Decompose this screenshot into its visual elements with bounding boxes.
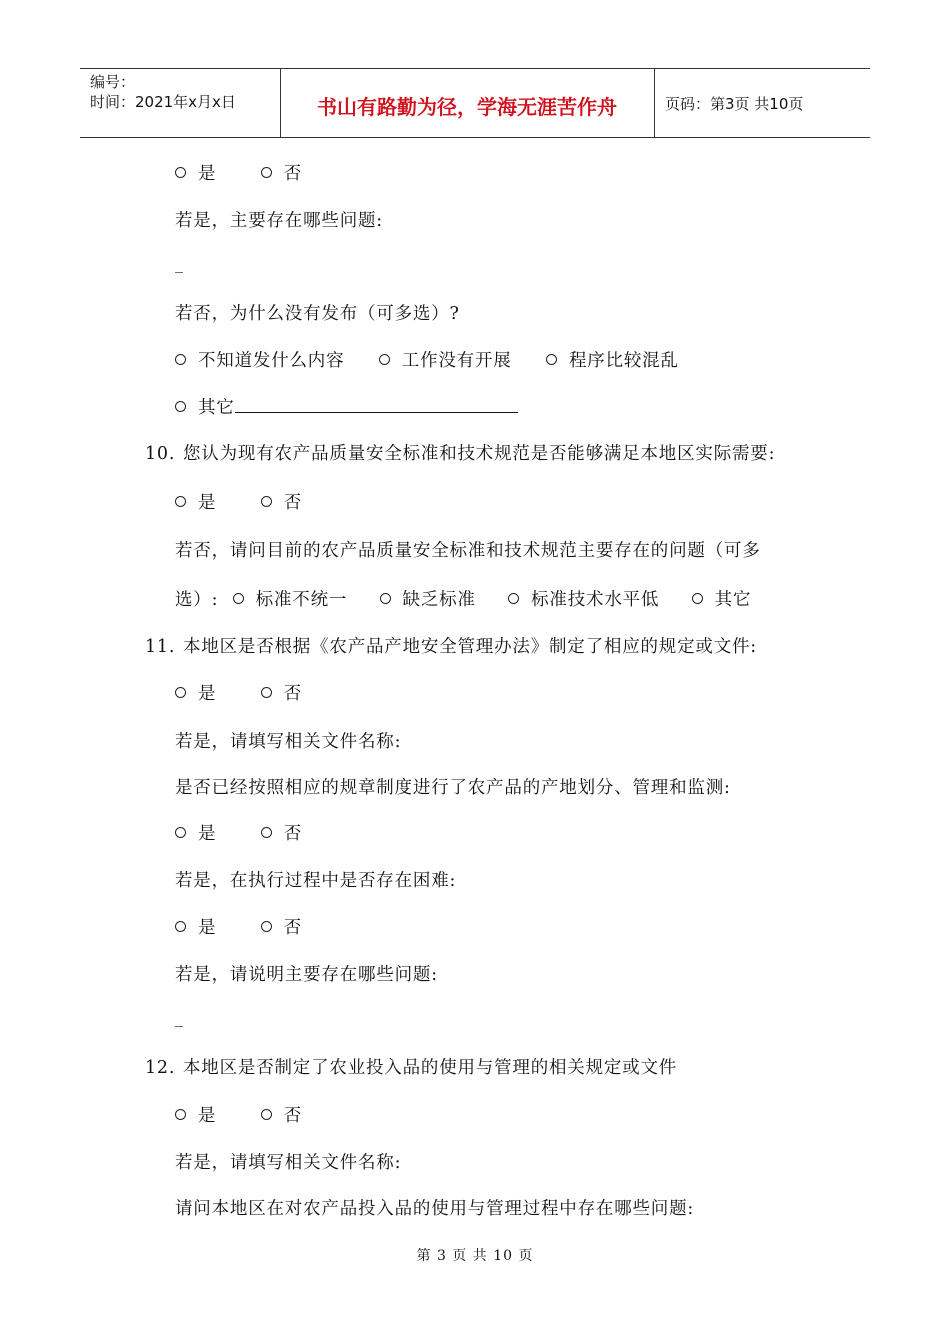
- checkbox-circle-icon[interactable]: [692, 593, 703, 604]
- q12-yes-option[interactable]: [175, 1102, 216, 1127]
- radio-circle-icon[interactable]: [175, 921, 186, 932]
- q10-no-option[interactable]: [261, 489, 302, 514]
- q9-yes-option[interactable]: [175, 160, 216, 185]
- question-text: 您认为现有农产品质量安全标准和技术规范是否能够满足本地区实际需要:: [183, 444, 776, 464]
- q10-if-no-text: 若否，请问目前的农产品质量安全标准和技术规范主要存在的问题（可多: [175, 541, 761, 561]
- q10-problem-4[interactable]: [692, 586, 752, 611]
- option-label: 其它: [198, 398, 235, 418]
- option-label: 是: [198, 493, 217, 513]
- question-number: 12.: [145, 1058, 176, 1078]
- radio-circle-icon[interactable]: [175, 1109, 186, 1120]
- radio-circle-icon[interactable]: [261, 687, 272, 698]
- other-fill-line[interactable]: [235, 394, 518, 413]
- option-label: 是: [198, 918, 217, 938]
- q11-sub-no-option[interactable]: [261, 820, 302, 845]
- page-header: [80, 68, 870, 138]
- question-12: [145, 1054, 677, 1079]
- q10-yes-option[interactable]: [175, 489, 216, 514]
- q12-options: [175, 1102, 302, 1127]
- q11-answer-blank[interactable]: _: [175, 1008, 183, 1027]
- q9-reason-3[interactable]: [546, 347, 679, 372]
- option-label: 是: [198, 684, 217, 704]
- question-10: [145, 440, 775, 465]
- q11-if-yes-text: 若是，请填写相关文件名称:: [175, 732, 402, 752]
- checkbox-circle-icon[interactable]: [380, 593, 391, 604]
- header-page-info: 页码：第3页 共10页: [665, 95, 804, 113]
- q9-answer-blank[interactable]: _: [175, 254, 183, 273]
- question-number: 11.: [145, 637, 176, 657]
- q10-problem-1[interactable]: [233, 586, 348, 611]
- option-label: 缺乏标准: [402, 590, 476, 610]
- option-label: 工作没有开展: [401, 351, 512, 371]
- q10-if-no-text-cont: 选）:: [175, 590, 219, 610]
- option-label: 否: [283, 824, 302, 844]
- q9-other-option[interactable]: [175, 394, 518, 419]
- q9-options: [175, 160, 302, 185]
- option-label: 程序比较混乱: [568, 351, 679, 371]
- q9-reason-1[interactable]: [175, 347, 344, 372]
- page-footer: 第 3 页 共 10 页: [416, 1248, 534, 1264]
- document-number-label: 编号：: [90, 73, 136, 91]
- radio-circle-icon[interactable]: [261, 921, 272, 932]
- q11-yes-option[interactable]: [175, 680, 216, 705]
- q11-difficulty-options: [175, 914, 302, 939]
- question-text: 本地区是否制定了农业投入品的使用与管理的相关规定或文件: [183, 1058, 678, 1078]
- option-label: 否: [283, 1106, 302, 1126]
- checkbox-circle-icon[interactable]: [175, 354, 186, 365]
- option-label: 是: [198, 164, 217, 184]
- option-label: 否: [283, 164, 302, 184]
- checkbox-circle-icon[interactable]: [508, 593, 519, 604]
- radio-circle-icon[interactable]: [261, 827, 272, 838]
- q11-options: [175, 680, 302, 705]
- radio-circle-icon[interactable]: [261, 496, 272, 507]
- checkbox-circle-icon[interactable]: [379, 354, 390, 365]
- radio-circle-icon[interactable]: [261, 1109, 272, 1120]
- checkbox-circle-icon[interactable]: [233, 593, 244, 604]
- q10-problem-3[interactable]: [508, 586, 659, 611]
- q10-problem-2[interactable]: [380, 586, 476, 611]
- option-label: 否: [283, 684, 302, 704]
- radio-circle-icon[interactable]: [175, 687, 186, 698]
- q11-sub-question: 是否已经按照相应的规章制度进行了农产品的产地划分、管理和监测:: [175, 778, 731, 798]
- checkbox-circle-icon[interactable]: [546, 354, 557, 365]
- q10-options: [175, 489, 302, 514]
- q9-reason-2[interactable]: [379, 347, 512, 372]
- q12-problems-text: 请问本地区在对农产品投入品的使用与管理过程中存在哪些问题:: [175, 1199, 695, 1219]
- radio-circle-icon[interactable]: [261, 167, 272, 178]
- document-date: 时间：2021年x月x日: [90, 93, 236, 111]
- option-label: 是: [198, 1106, 217, 1126]
- q11-explain-text: 若是，请说明主要存在哪些问题:: [175, 965, 438, 985]
- q11-diff-no-option[interactable]: [261, 914, 302, 939]
- option-label: 标准技术水平低: [531, 590, 660, 610]
- option-label: 是: [198, 824, 217, 844]
- radio-circle-icon[interactable]: [175, 496, 186, 507]
- q9-if-no-text: 若否，为什么没有发布（可多选）?: [175, 304, 460, 324]
- q9-reason-options: [175, 347, 679, 372]
- option-label: 否: [283, 918, 302, 938]
- question-text: 本地区是否根据《农产品产地安全管理办法》制定了相应的规定或文件:: [183, 637, 757, 657]
- option-label: 否: [283, 493, 302, 513]
- q12-if-yes-text: 若是，请填写相关文件名称:: [175, 1153, 402, 1173]
- q11-no-option[interactable]: [261, 680, 302, 705]
- header-page-cell: [655, 69, 870, 137]
- header-motto-cell: [280, 69, 655, 137]
- q12-no-option[interactable]: [261, 1102, 302, 1127]
- question-11: [145, 633, 757, 658]
- radio-circle-icon[interactable]: [175, 167, 186, 178]
- q9-no-option[interactable]: [261, 160, 302, 185]
- q9-if-yes-text: 若是，主要存在哪些问题:: [175, 211, 383, 231]
- option-label: 不知道发什么内容: [198, 351, 345, 371]
- q11-sub-yes-option[interactable]: [175, 820, 216, 845]
- q11-diff-yes-option[interactable]: [175, 914, 216, 939]
- checkbox-circle-icon[interactable]: [175, 401, 186, 412]
- header-meta-cell: [80, 69, 281, 137]
- radio-circle-icon[interactable]: [175, 827, 186, 838]
- q10-problem-options: [175, 586, 751, 611]
- option-label: 其它: [714, 590, 752, 610]
- option-label: 标准不统一: [255, 590, 348, 610]
- q11-difficulty-text: 若是，在执行过程中是否存在困难:: [175, 871, 457, 891]
- header-motto: 书山有路勤为径，学海无涯苦作舟: [317, 95, 617, 119]
- question-number: 10.: [145, 444, 176, 464]
- q11-sub-options: [175, 820, 302, 845]
